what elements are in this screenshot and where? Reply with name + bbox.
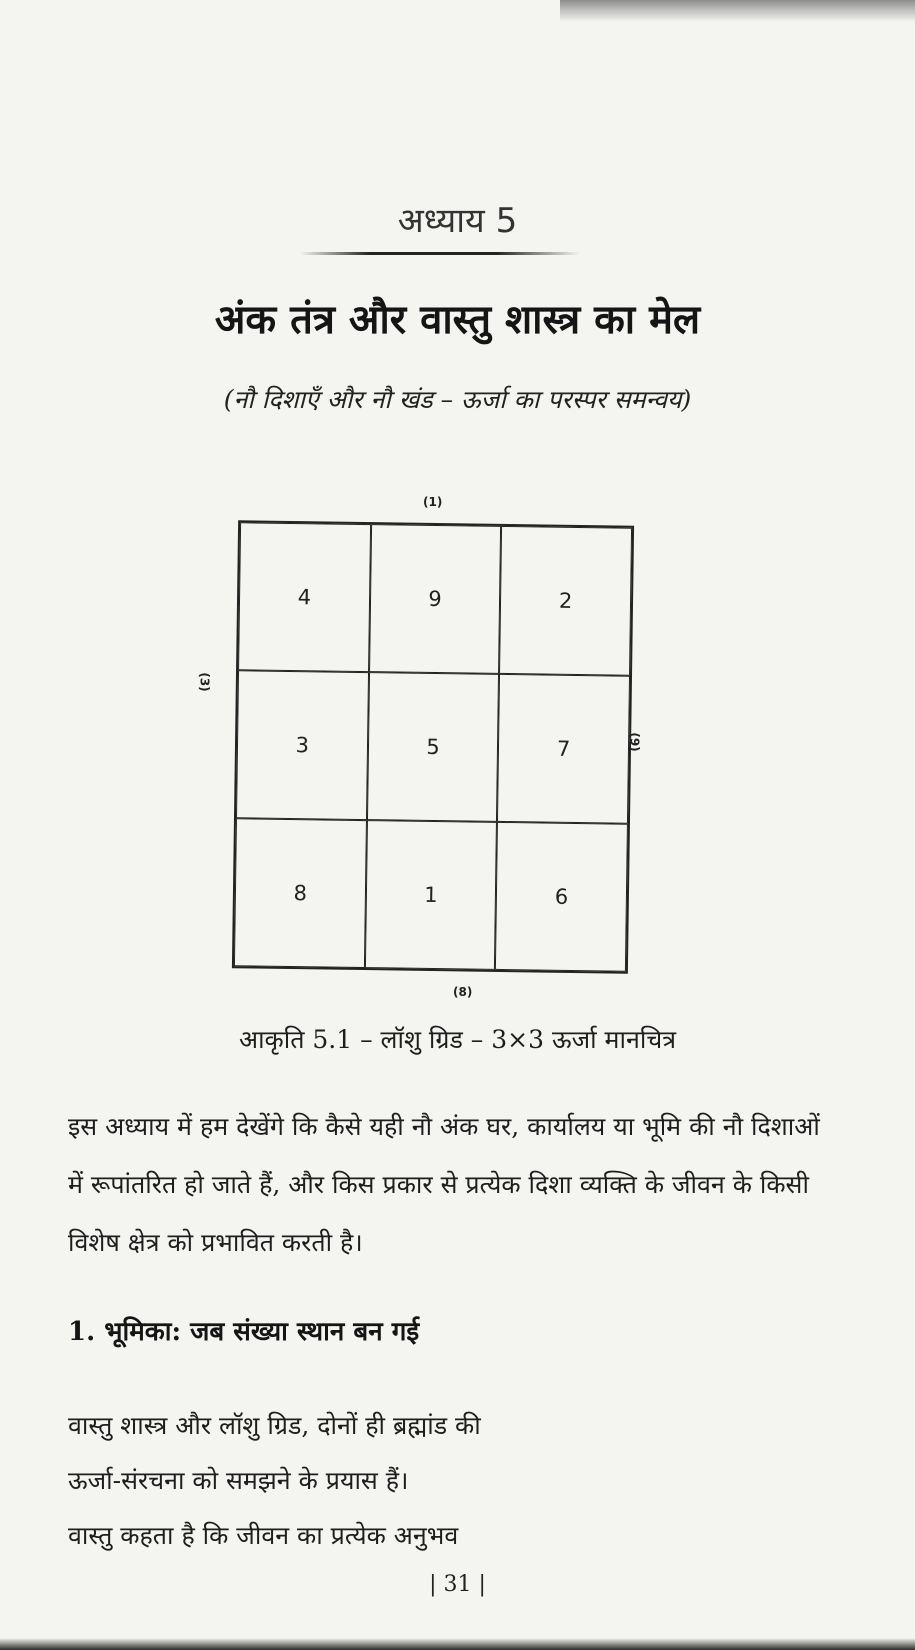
grid-cell: 2 <box>499 526 632 676</box>
grid-cell: 8 <box>234 818 367 968</box>
page-edge-shadow-top <box>560 0 915 22</box>
paragraph-line: ऊर्जा-संरचना को समझने के प्रयास हैं। <box>68 1466 409 1495</box>
grid-cell: 7 <box>497 674 630 824</box>
grid-label-right: (9) <box>627 732 642 752</box>
grid-cell: 6 <box>495 822 628 972</box>
grid-label-top: (1) <box>423 495 443 509</box>
paragraph-line: विशेष क्षेत्र को प्रभावित करती है। <box>68 1228 363 1257</box>
page-subtitle: (नौ दिशाएँ और नौ खंड – ऊर्जा का परस्पर समन्वय) <box>223 385 692 414</box>
grid-cell: 4 <box>238 522 371 672</box>
grid-label-bottom: (8) <box>453 985 473 999</box>
grid-cell: 5 <box>367 672 500 822</box>
section-heading: 1. भूमिका: जब संख्या स्थान बन गई <box>68 1317 420 1347</box>
chapter-divider <box>300 252 580 255</box>
page-title: अंक तंत्र और वास्तु शास्त्र का मेल <box>214 297 701 343</box>
figure-caption: आकृति 5.1 – लॉशु ग्रिड – 3×3 ऊर्जा मानचित्र <box>238 1025 677 1054</box>
intro-paragraph <box>68 1098 858 1272</box>
section-paragraph <box>68 1398 858 1563</box>
page-number: | 31 | <box>429 1572 486 1597</box>
lo-shu-grid <box>232 520 634 973</box>
grid-cell: 9 <box>369 524 502 674</box>
paragraph-line: इस अध्याय में हम देखेंगे कि कैसे यही नौ अंक घर, कार्यालय या भूमि की नौ दिशाओं <box>68 1112 820 1141</box>
grid-cell: 3 <box>236 670 369 820</box>
grid-cell: 1 <box>365 820 498 970</box>
paragraph-line: वास्तु कहता है कि जीवन का प्रत्येक अनुभव <box>68 1521 459 1550</box>
lo-shu-figure <box>195 495 665 1005</box>
grid-label-left: (3) <box>197 672 212 692</box>
paragraph-line: में रूपांतरित हो जाते हैं, और किस प्रकार से प्रत्येक दिशा व्यक्ति के जीवन के किसी <box>68 1170 809 1199</box>
page-edge-shadow-bottom <box>0 1638 915 1650</box>
paragraph-line: वास्तु शास्त्र और लॉशु ग्रिड, दोनों ही ब्रह्मांड की <box>68 1411 481 1440</box>
chapter-label: अध्याय 5 <box>397 201 518 241</box>
